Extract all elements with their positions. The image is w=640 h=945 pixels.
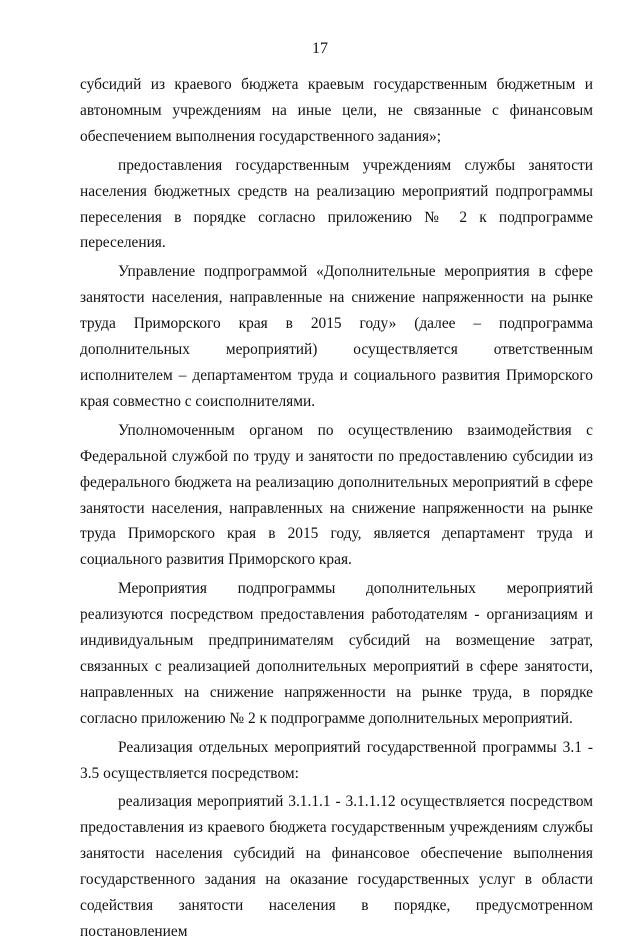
- paragraph-authorized-body: Уполномоченным органом по осуществлению взаимодействия с Федеральной службой по труду и занятости по предоставлению субсидии из федерального бюджета на реализацию дополнительных мероприятий в сфере занятости населения, направленных на снижение напряженности на рынке труда Приморского края в 2015 году, является департамент труда и социального развития Приморского края.: [80, 421, 593, 569]
- paragraph-subprogram-management: Управление подпрограммой «Дополнительные мероприятия в сфере занятости населения, направленные на снижение напряженности на рынке труда Приморского края в 2015 году» (далее – подпрограмма дополнительных мероприятий) осуществляется ответственным исполнителем – департаментом труда и социального развития Приморского края совместно с соисполнителями.: [80, 263, 593, 410]
- document-body: [80, 72, 593, 945]
- paragraph-resettlement-funding: предоставления государственным учреждениям службы занятости населения бюджетных средств на реализацию мероприятий подпрограммы переселения в порядке согласно приложению № 2 к подпрограмме переселения.: [80, 156, 593, 252]
- page-number: 17: [312, 40, 328, 57]
- paragraph-subprogram-measures: Мероприятия подпрограммы дополнительных мероприятий реализуются посредством предоставления работодателям - организациям и индивидуальным предпринимателям субсидий на возмещение затрат, связанных с реализацией дополнительных мероприятий в сфере занятости, направленных на снижение напряженности на рынке труда, в порядке согласно приложению № 2 к подпрограмме дополнительных мероприятий.: [80, 580, 593, 727]
- paragraph-measures-implementation: реализация мероприятий 3.1.1.1 - 3.1.1.12 осуществляется посредством предоставления из краевого бюджета государственным учреждениям службы занятости населения субсидий на финансовое обеспечение выполнения государственного задания на оказание государственных услуг в области содействия занятости населения в порядке, предусмотренном постановлением: [80, 793, 593, 940]
- paragraph-program-implementation: Реализация отдельных мероприятий государственной программы 3.1 - 3.5 осуществляется посредством:: [80, 738, 593, 782]
- paragraph-continuation: субсидий из краевого бюджета краевым государственным бюджетным и автономным учреждениям на иные цели, не связанные с финансовым обеспечением выполнения государственного задания»;: [80, 76, 593, 145]
